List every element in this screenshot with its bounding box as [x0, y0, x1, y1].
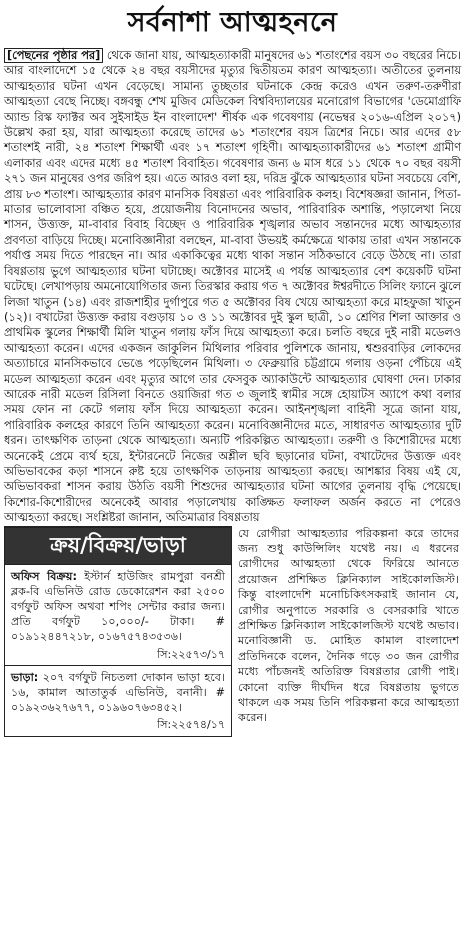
ad-body: ২০৭ বর্গফুট নিচতলা দোকান ভাড়া হবে। ১৬, কামাল আতাতুর্ক এভিনিউ, বনানী। # ০১৯২৩৬২৭৬৭৭, ০১৯৬০৭৬৩৪৫২। [11, 670, 225, 715]
article-paragraph [4, 48, 461, 526]
continued-from-text: পেছনের পৃষ্ঠার পর [12, 49, 96, 62]
ad-reference: সি:২২৫৭৩/১৭ [157, 647, 225, 661]
newspaper-page [0, 4, 465, 931]
classifieds-box [4, 526, 232, 737]
continued-from-label: [পেছনের পৃষ্ঠার পর] [4, 48, 103, 63]
article-text: থেকে জানা যায়, আত্মহত্যাকারী মানুষদের ৬১ শতাংশের বয়স ৩০ বছরের নিচে। আর বাংলাদেশে ১৫ থেকে ২৪ বছর বয়সীদের মৃত্যুর দ্বিতীয়তম কারণ আত্মহত্যা। অতীতের তুলনায় আত্মহত্যার ঘটনা এখন বেড়েছে। সামান্য তুচ্ছতার ঘটনাকে কেন্দ্র করেও এখন তরুণ-তরুণীরা আত্মহত্যা বেছে নিচ্ছে। বঙ্গবন্ধু শেখ মুজিব মেডিকেল বিশ্ববিদ্যালয়ের মনোরোগ বিভাগের 'ডেমোগ্রাফি অ্যান্ড রিস্ক ফ্যাক্টর অব সুইসাইড ইন বাংলাদেশ' শীর্ষক এক গবেষণায় (নভেম্বর ২০১৬-এপ্রিল ২০১৭) উল্লেখ করা হয়, যারা আত্মহত্যা করেছে তাদের ৬১ শতাংশের বয়স ত্রিশের নিচে। আর এদের ৫৮ শতাংশই নারী, ২৪ শতাংশ শিক্ষার্থী এবং ১৭ শতাংশ গৃহিণী। আত্মহত্যাকারীদের ৬১ শতাংশ গ্রামীণ এলাকার এবং এদের মধ্যে ৪৫ শতাংশ বিবাহিত। গবেষণার জন্য ৬ মাস ধরে ১১ থেকে ৭০ বছর বয়সী ২৭১ জন মানুষের ওপর জরিপ হয়। এতে আরও বলা হয়, দরিদ্র ঝুঁকে আত্মহত্যার ঘটনা সবচেয়ে বেশি, প্রায় ৮৩ শতাংশ। আত্মহত্যার কারণ মানসিক বিষণ্ণতা এবং পারিবারিক কলহ। বিশেষজ্ঞরা জানান, পিতা-মাতার ভালোবাসা বঞ্চিত হয়ে, প্রয়োজনীয় বিনোদনের অভাব, পারিবারিক অশান্তি, পড়ালেখা নিয়ে শাসন, উত্ত্যক্ত, মা-বাবার বিবাহ বিচ্ছেদ ও পারিবারিক শৃঙ্খলার অভাব সন্তানদের মধ্যে আত্মহত্যার প্রবণতা বাড়িয়ে দিচ্ছে। মনোবিজ্ঞানীরা বলছেন, মা-বাবা উভয়ই কর্মক্ষেত্রে থাকায় তারা এখন সন্তানকে পর্যাপ্ত সময় দিতে পারছেন না। আর একাকিত্বের মধ্যে থাকা সন্তান সঠিকভাবে বেড়ে উঠছে না। তারা বিষণ্ণতায় ভুগে আত্মহত্যার ঘটনা ঘটাচ্ছে। অক্টোবর মাসেই এ পর্যন্ত আত্মহত্যার বেশ কয়েকটি ঘটনা ঘটেছে। লেখাপড়ায় অমনোযোগিতার জন্য তিরস্কার করায় গত ৭ অক্টোবর ঈশ্বরদীতে সিলিং ফ্যানে ঝুলে লিজা খাতুন (১৪) এবং রাজশাহীর দুর্গাপুরে গত ৫ অক্টোবর বিষ খেয়ে আত্মহত্যা করে মাহফুজা খাতুন (১২)। বখাটেরা উত্ত্যক্ত করায় বগুড়ায় ১০ ও ১১ অক্টোবর দুই স্কুল ছাত্রী, ১০ শ্রেণির শিলা আক্তার ও প্রাথমিক স্কুলের শিক্ষার্থী মিলি খাতুন গলায় ফাঁস দিয়ে আত্মহত্যা করে। চলতি বছরে দুই নারী মডেলও আত্মহত্যা করেন। এদের একজন জাকুলিন মিথিলার পরিবার পুলিশকে জানায়, শ্বশুরবাড়ির লোকদের অত্যাচারে মানসিকভাবে ভেঙে পড়েছিলেন মিথিলা। ৩ ফেব্রুয়ারি চট্টগ্রামে গলায় ওড়না পেঁচিয়ে এই মডেল আত্মহত্যা করেন এবং মৃত্যুর আগে তার ফেসবুক অ্যাকাউন্টে আত্মহত্যার ঘোষণা দেন। ঢাকার আরেক নারী মডেল রিসিলা বিনতে ওয়াজিরা গত ৩ জুলাই স্বামীর সঙ্গে হোয়াটস অ্যাপে কথা বলার সময় ফোন না কেটে গলায় ফাঁস দিয়ে আত্মহত্যা করেন। আইনশৃঙ্খলা বাহিনী সূত্রে জানা যায়, পারিবারিক কলহের কারণে তিনি আত্মহত্যা করেন। মনোবিজ্ঞানীদের মতে, সাধারণত আত্মহত্যার দুটি ধরন। তাৎক্ষণিক তাড়না থেকে আত্মহত্যা। অন্যটি পরিকল্পিত আত্মহত্যা। তরুণী ও কিশোরীদের মধ্যে অনেকেই প্রেমে ব্যর্থ হয়ে, ইন্টারনেটে নিজের অশ্লীল ছবি ছড়ানোর ঘটনা, বখাটেদের উত্ত্যক্ত এবং অভিভাবকের কড়া শাসনে রুষ্ট হয়ে তাৎক্ষণিক তাড়নায় আত্মহত্যা করছে। আশঙ্কার বিষয় এই যে, অভিভাবকরা শাসন করায় উঠতি বয়সী শিশুদের আত্মহত্যার ঘটনা আগের তুলনায় বৃদ্ধি পেয়েছে। কিশোর-কিশোরীদের অনেকেই আবার পড়ালেখায় কাঙ্ক্ষিত ফলাফল অর্জন করতে না পেরেও আত্মহত্যা করছে। সংশ্লিষ্টরা জানান, অতিমাত্রার বিষণ্ণতায় [4, 49, 461, 525]
headline: সর্বনাশা আত্মহননে [127, 7, 338, 38]
article-continuation: যে রোগীরা আত্মহত্যার পরিকল্পনা করে তাদের জন্য শুধু কাউন্সিলিং যথেষ্ট নয়। এ ধরনের রোগীদের আত্মহত্যা থেকে ফিরিয়ে আনতে প্রয়োজন প্রশিক্ষিত ক্লিনিক্যাল সাইকোলজিস্ট। কিন্তু বাংলাদেশি মনোচিকিৎসকরাই জানান যে, রোগীর অনুপাতে সরকারি ও বেসরকারি খাতে প্রশিক্ষিত ক্লিনিক্যাল সাইকোলজিস্ট যথেষ্ট অভাব। মনোবিজ্ঞানী ড. মোহিত কামাল বাংলাদেশ প্রতিদিনকে বলেন, দৈনিক গড়ে ৩০ জন রোগীর মধ্যে পাঁচজনই অতিরিক্ত বিষণ্ণতার রোগী পাই। কোনো ব্যক্তি দীর্ঘদিন ধরে বিষণ্ণতায় ভুগতে থাকলে এক সময় তিনি পরিকল্পনা করে আত্মহত্যা করেন। [238, 526, 459, 725]
classified-ad [5, 564, 231, 665]
ad-body: ইস্টার্ন হাউজিং রামপুরা বনশ্রী ব্লক-বি এভিনিউ রোড ডেকোরেশন করা ২৫০০ বর্গফুট অফিস অথবা শপিং সেন্টার করার জন্য। প্রতি বর্গফুট ১০,০০০/- টাকা। # ০১৯১২৪৪৭২১৮, ০১৬৭৫৭৪৩৫৩৬। [11, 569, 225, 644]
ad-title: অফিস বিক্রয়: [11, 569, 77, 583]
lower-section [4, 526, 461, 737]
ad-reference: সি:২২৫৭৪/১৭ [157, 718, 225, 732]
article-body [4, 48, 461, 526]
ad-title: ভাড়া: [11, 670, 39, 684]
classifieds-header: ক্রয়/বিক্রয়/ভাড়া [5, 526, 231, 564]
classified-ad [5, 665, 231, 736]
